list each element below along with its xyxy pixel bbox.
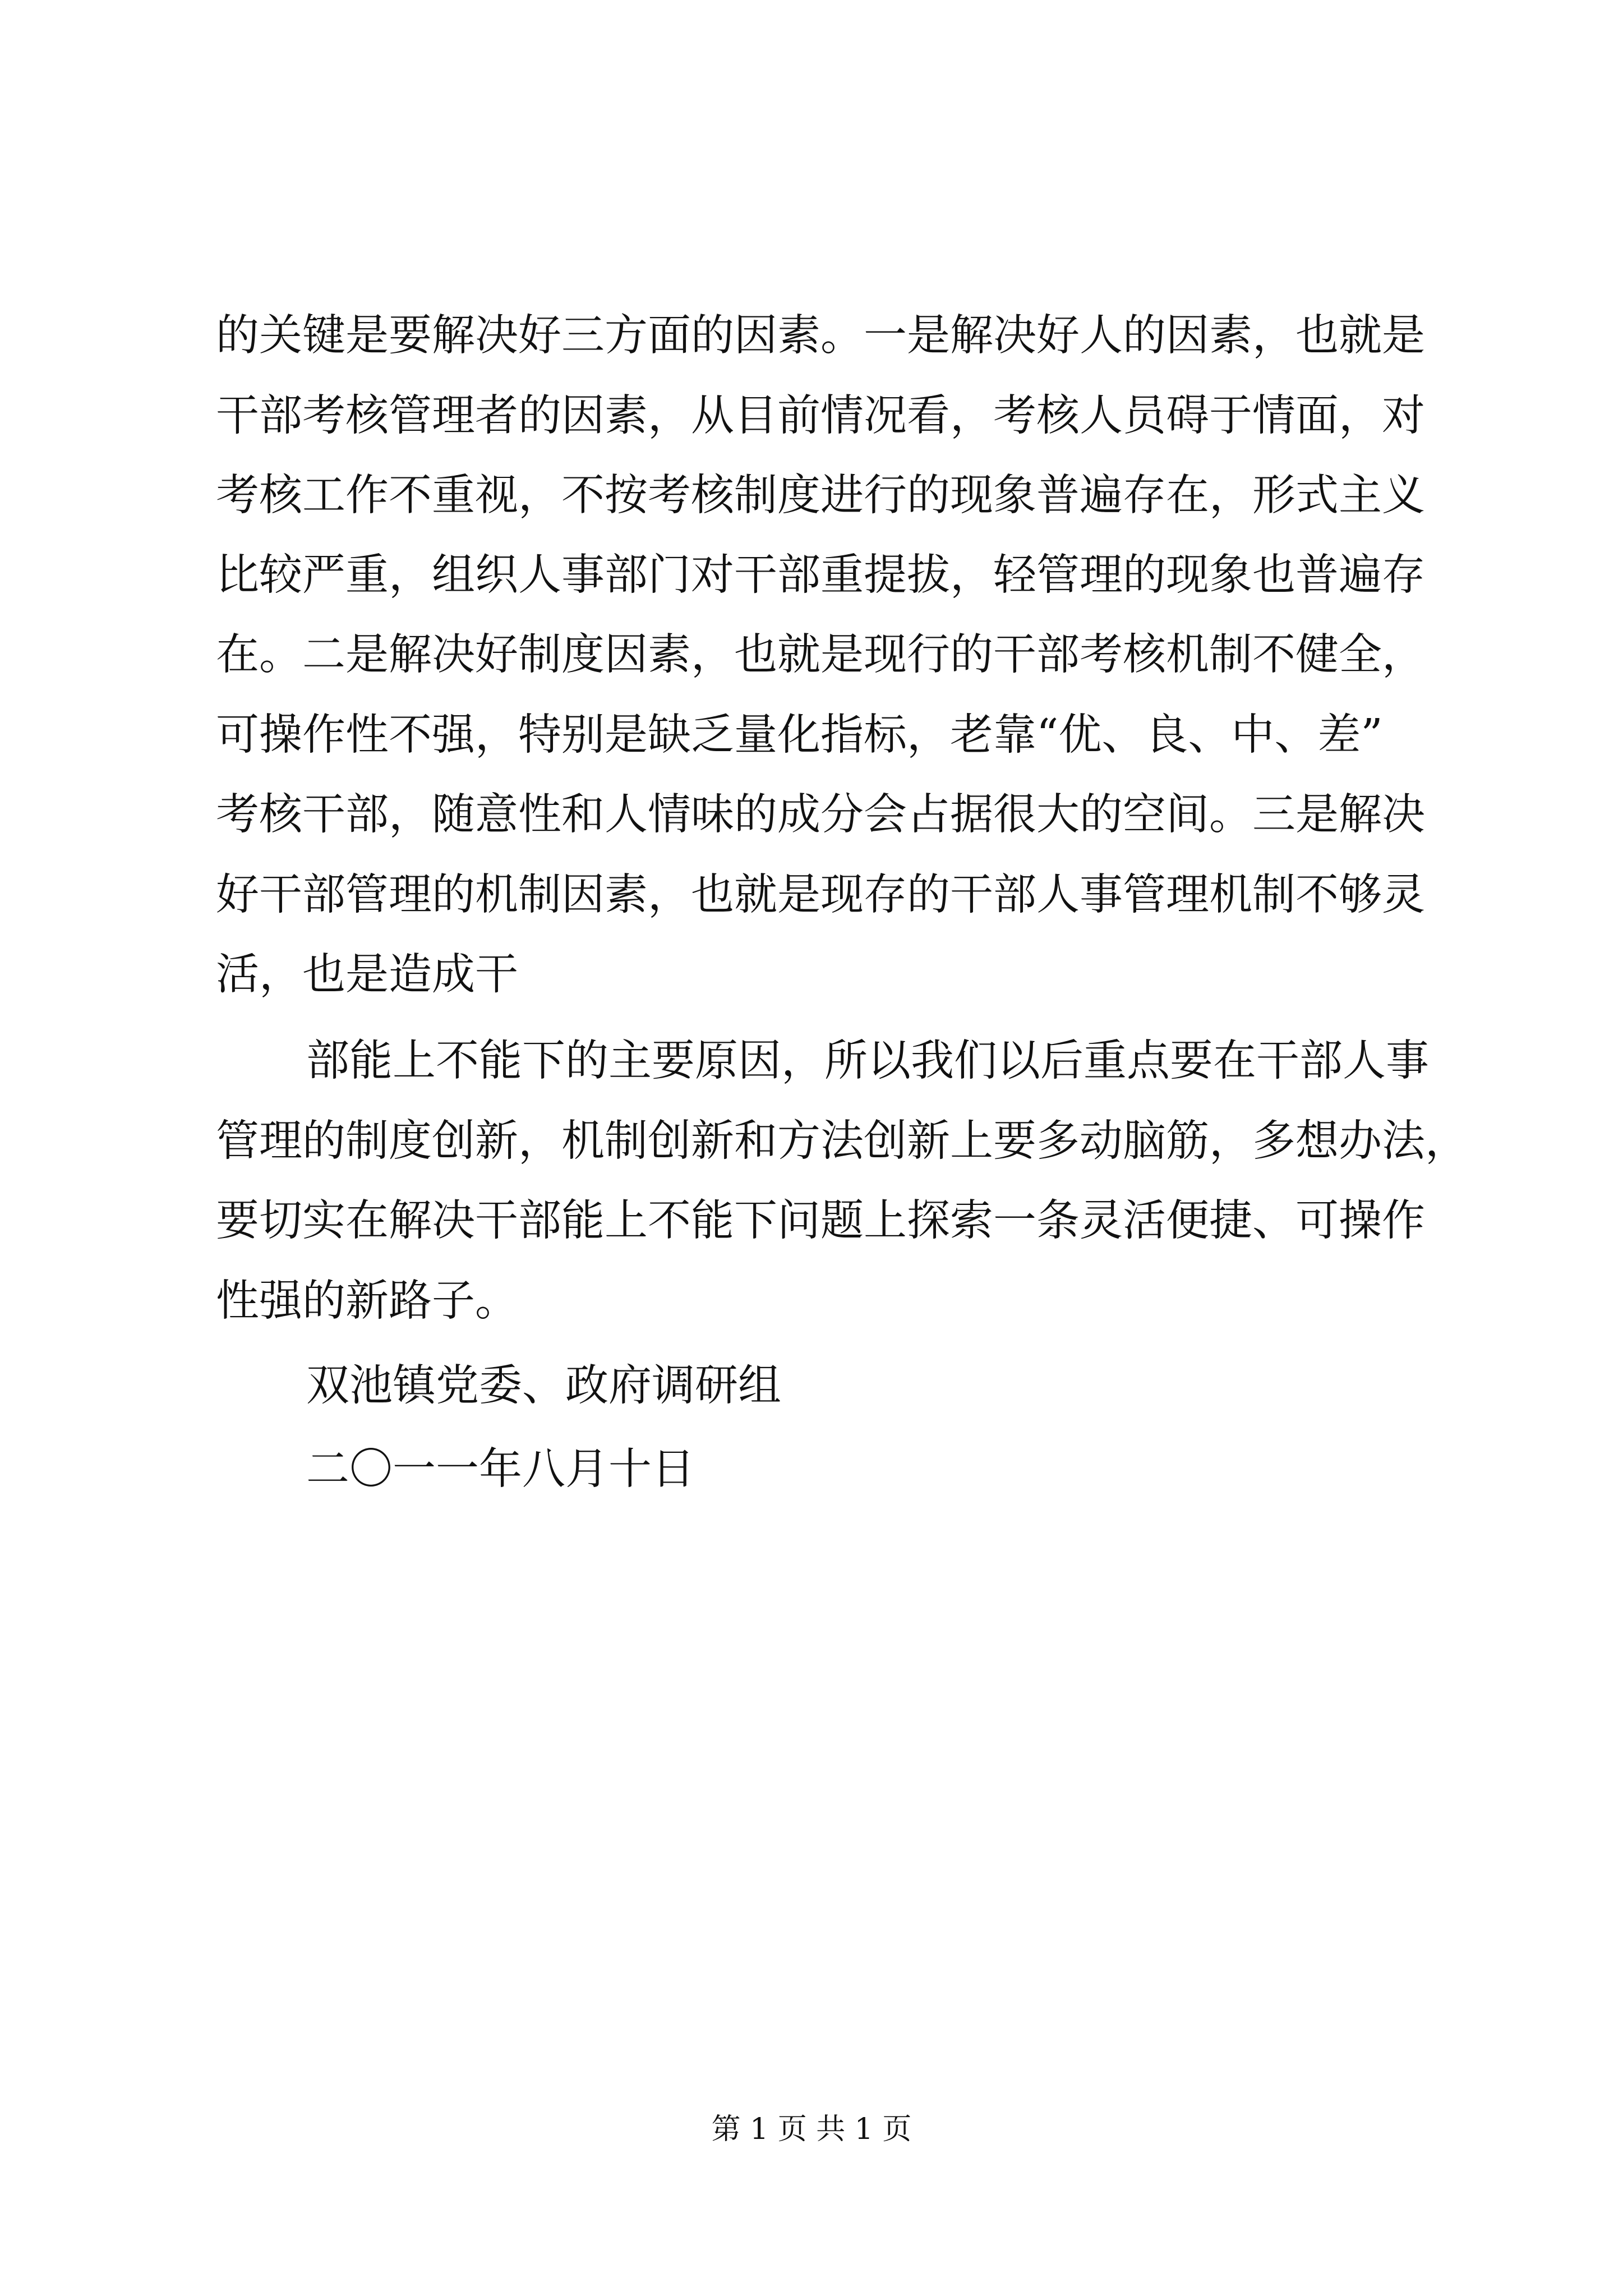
paragraph-1-line-2: 干部考核管理者的因素，从目前情况看，考核人员碍于情面，对 <box>216 391 1425 441</box>
paragraph-1-line-5: 在。二是解决好制度因素，也就是现行的干部考核机制不健全， <box>216 630 1425 680</box>
paragraph-1-line-7: 考核干部，随意性和人情味的成分会占据很大的空间。三是解决 <box>216 790 1425 840</box>
date: 二〇一一年八月十日 <box>306 1444 695 1494</box>
paragraph-1-line-8: 好干部管理的机制因素，也就是现存的干部人事管理机制不够灵 <box>216 870 1425 920</box>
signature: 双池镇党委、政府调研组 <box>306 1361 781 1411</box>
paragraph-2-line-4: 性强的新路子。 <box>216 1276 518 1326</box>
paragraph-1-line-6: 可操作性不强，特别是缺乏量化指标，老靠“优、良、中、差” <box>216 710 1383 760</box>
paragraph-2-line-3: 要切实在解决干部能上不能下问题上探索一条灵活便捷、可操作 <box>216 1196 1425 1246</box>
paragraph-1-line-1: 的关键是要解决好三方面的因素。一是解决好人的因素，也就是 <box>216 311 1425 361</box>
paragraph-1-line-9: 活，也是造成干 <box>216 950 518 1000</box>
paragraph-2-line-1: 部能上不能下的主要原因，所以我们以后重点要在干部人事 <box>306 1036 1429 1086</box>
paragraph-1-line-3: 考核工作不重视，不按考核制度进行的现象普遍存在，形式主义 <box>216 471 1425 521</box>
page-footer: 第 1 页 共 1 页 <box>711 2113 912 2146</box>
paragraph-1-line-4: 比较严重，组织人事部门对干部重提拔，轻管理的现象也普遍存 <box>216 550 1425 600</box>
paragraph-2-line-2: 管理的制度创新，机制创新和方法创新上要多动脑筋，多想办法， <box>216 1116 1468 1166</box>
